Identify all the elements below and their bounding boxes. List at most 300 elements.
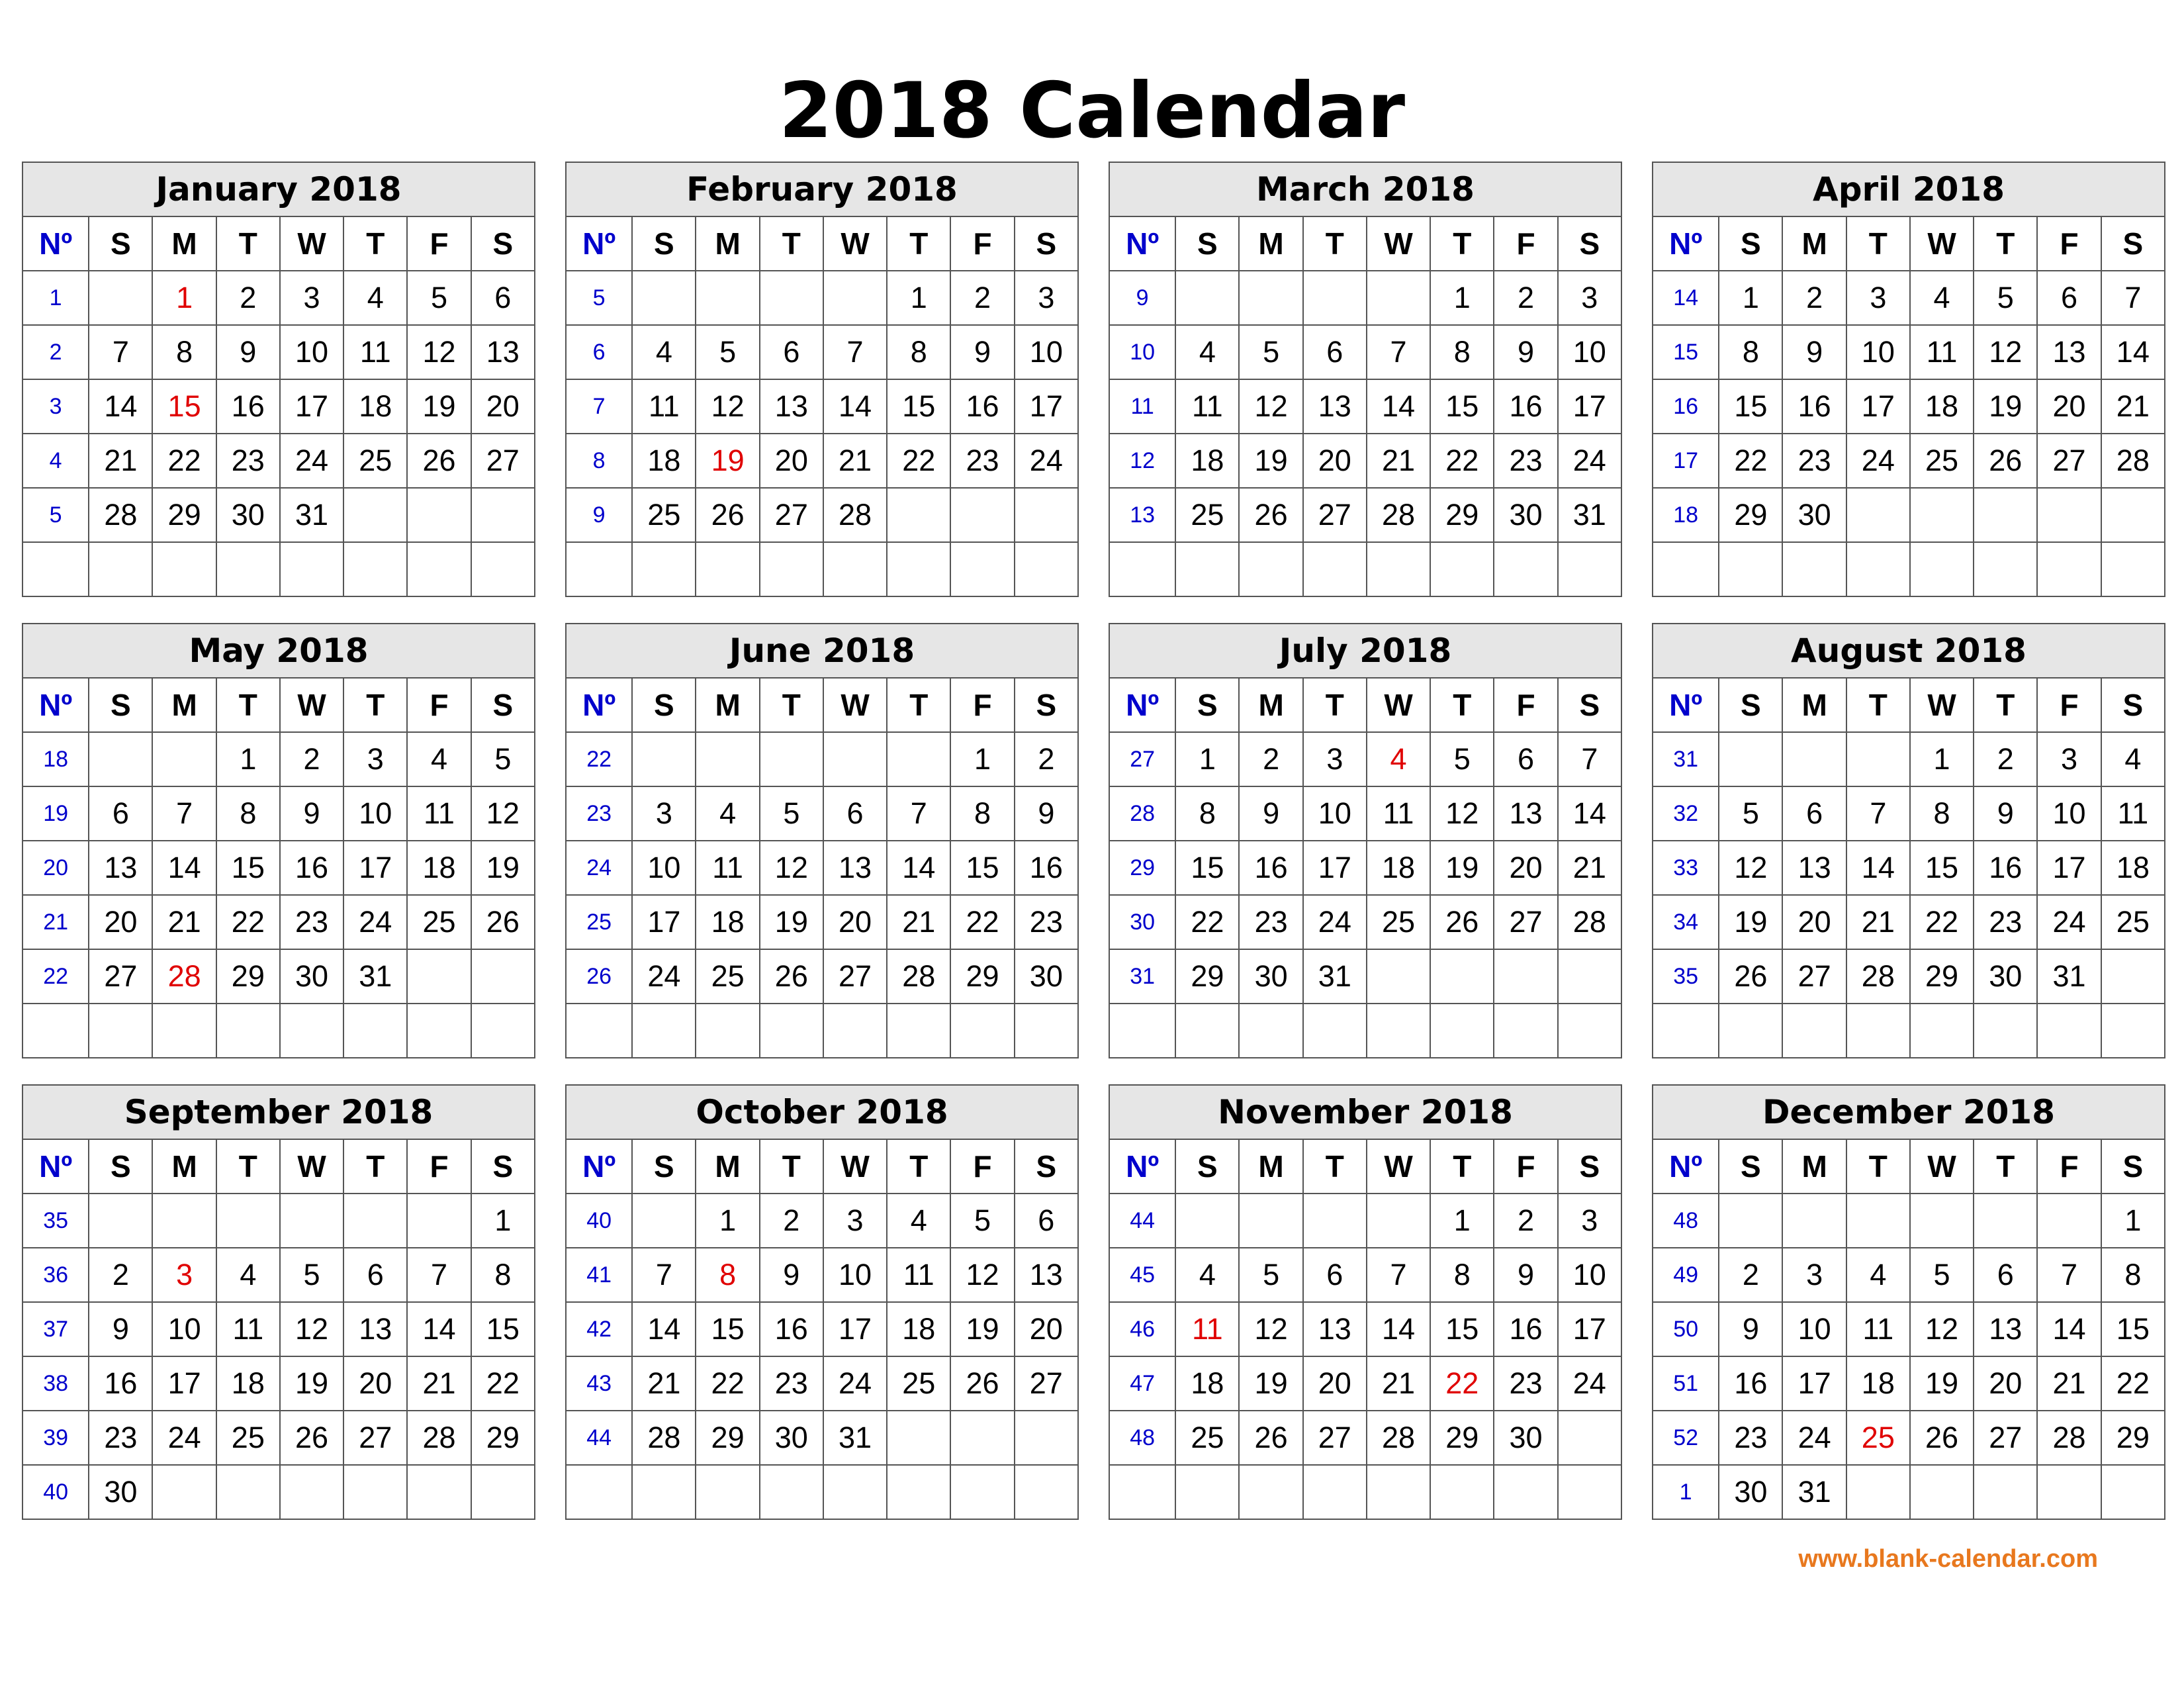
website-link[interactable]: www.blank-calendar.com xyxy=(1798,1545,2098,1573)
week-number-header: Nº xyxy=(1109,216,1175,271)
week-number: 48 xyxy=(1109,1411,1175,1465)
day-cell xyxy=(950,1411,1014,1465)
week-row xyxy=(566,1465,1078,1519)
day-cell xyxy=(1303,542,1367,596)
day-cell: 4 xyxy=(1367,732,1430,786)
day-cell xyxy=(1175,1194,1239,1248)
day-cell: 11 xyxy=(887,1248,950,1302)
day-cell: 18 xyxy=(2101,841,2165,895)
day-cell: 17 xyxy=(152,1356,216,1411)
day-cell: 9 xyxy=(1494,1248,1557,1302)
day-cell: 3 xyxy=(1303,732,1367,786)
week-number: 4 xyxy=(23,434,89,488)
day-cell xyxy=(1910,1194,1974,1248)
day-cell xyxy=(89,1004,152,1058)
day-cell: 11 xyxy=(407,786,471,841)
week-row xyxy=(566,1356,1078,1411)
day-cell: 13 xyxy=(823,841,887,895)
day-cell: 15 xyxy=(1430,379,1494,434)
day-cell xyxy=(1974,542,2037,596)
weekday-header: F xyxy=(2037,1139,2101,1194)
week-row xyxy=(566,1248,1078,1302)
day-cell: 8 xyxy=(216,786,280,841)
week-row xyxy=(1109,1356,1621,1411)
day-cell: 3 xyxy=(152,1248,216,1302)
week-row xyxy=(1109,1465,1621,1519)
day-cell: 23 xyxy=(216,434,280,488)
month-calendar xyxy=(1652,162,2165,592)
day-cell: 12 xyxy=(1239,379,1302,434)
day-cell: 16 xyxy=(760,1302,823,1356)
weekday-header: T xyxy=(1974,678,2037,732)
weekday-header: S xyxy=(2101,678,2165,732)
weekday-header: T xyxy=(343,678,407,732)
day-cell: 30 xyxy=(1719,1465,1782,1519)
day-cell xyxy=(471,949,535,1004)
day-cell: 27 xyxy=(2037,434,2101,488)
week-row xyxy=(566,434,1078,488)
week-row xyxy=(1109,841,1621,895)
day-cell xyxy=(2037,1194,2101,1248)
day-cell: 28 xyxy=(1846,949,1910,1004)
day-cell: 12 xyxy=(471,786,535,841)
day-cell: 12 xyxy=(1239,1302,1302,1356)
weekday-header: S xyxy=(89,1139,152,1194)
day-cell: 7 xyxy=(823,325,887,379)
day-cell: 28 xyxy=(1367,1411,1430,1465)
day-cell xyxy=(950,542,1014,596)
day-cell: 5 xyxy=(471,732,535,786)
month-table xyxy=(1652,1084,2165,1520)
day-cell: 2 xyxy=(216,271,280,325)
weekday-header: T xyxy=(1303,1139,1367,1194)
day-cell: 13 xyxy=(1303,379,1367,434)
day-cell xyxy=(343,542,407,596)
day-cell: 7 xyxy=(2101,271,2165,325)
week-row xyxy=(23,434,535,488)
day-cell: 19 xyxy=(407,379,471,434)
day-cell: 17 xyxy=(2037,841,2101,895)
day-cell: 16 xyxy=(216,379,280,434)
week-number: 41 xyxy=(566,1248,632,1302)
day-cell: 11 xyxy=(343,325,407,379)
day-cell: 17 xyxy=(823,1302,887,1356)
day-cell: 3 xyxy=(632,786,696,841)
day-cell xyxy=(1239,1194,1302,1248)
weekday-header: T xyxy=(887,1139,950,1194)
day-cell xyxy=(696,1465,759,1519)
day-cell xyxy=(152,732,216,786)
day-cell: 31 xyxy=(343,949,407,1004)
day-cell: 28 xyxy=(1367,488,1430,542)
day-cell: 12 xyxy=(1974,325,2037,379)
week-number: 18 xyxy=(23,732,89,786)
day-cell xyxy=(1910,1004,1974,1058)
day-cell: 26 xyxy=(407,434,471,488)
week-row xyxy=(23,542,535,596)
day-cell: 7 xyxy=(1846,786,1910,841)
day-cell xyxy=(632,1194,696,1248)
day-cell: 26 xyxy=(760,949,823,1004)
day-cell xyxy=(1494,949,1557,1004)
day-cell: 27 xyxy=(760,488,823,542)
day-cell: 24 xyxy=(343,895,407,949)
day-cell xyxy=(89,732,152,786)
week-row xyxy=(23,786,535,841)
day-cell: 8 xyxy=(696,1248,759,1302)
day-cell: 9 xyxy=(280,786,343,841)
day-cell: 25 xyxy=(2101,895,2165,949)
day-cell: 2 xyxy=(950,271,1014,325)
day-cell: 26 xyxy=(1239,1411,1302,1465)
day-cell: 10 xyxy=(2037,786,2101,841)
day-cell xyxy=(1175,1004,1239,1058)
week-row xyxy=(1653,1302,2165,1356)
week-number: 52 xyxy=(1653,1411,1719,1465)
day-cell xyxy=(1846,732,1910,786)
week-number: 30 xyxy=(1109,895,1175,949)
day-cell: 25 xyxy=(1175,1411,1239,1465)
week-number xyxy=(566,542,632,596)
day-cell: 2 xyxy=(1719,1248,1782,1302)
day-cell: 1 xyxy=(1175,732,1239,786)
day-cell xyxy=(1303,1004,1367,1058)
day-cell: 25 xyxy=(343,434,407,488)
day-cell: 12 xyxy=(760,841,823,895)
week-number: 9 xyxy=(1109,271,1175,325)
day-cell xyxy=(2101,1465,2165,1519)
day-cell xyxy=(152,542,216,596)
week-row xyxy=(23,325,535,379)
week-row xyxy=(1109,786,1621,841)
day-cell: 25 xyxy=(1846,1411,1910,1465)
day-cell: 27 xyxy=(343,1411,407,1465)
day-cell xyxy=(1430,949,1494,1004)
week-number: 44 xyxy=(566,1411,632,1465)
day-cell xyxy=(632,1004,696,1058)
day-cell: 23 xyxy=(1239,895,1302,949)
week-row xyxy=(566,841,1078,895)
day-cell: 27 xyxy=(1303,488,1367,542)
day-cell: 20 xyxy=(343,1356,407,1411)
weekday-header: W xyxy=(1367,216,1430,271)
weekday-header: T xyxy=(1846,1139,1910,1194)
weekday-header: W xyxy=(823,216,887,271)
month-calendar xyxy=(1109,623,1622,1053)
day-cell xyxy=(407,1004,471,1058)
day-cell xyxy=(1719,732,1782,786)
week-row xyxy=(1109,542,1621,596)
day-cell: 24 xyxy=(1303,895,1367,949)
day-cell xyxy=(89,542,152,596)
week-number: 34 xyxy=(1653,895,1719,949)
day-cell xyxy=(407,1194,471,1248)
day-cell: 30 xyxy=(1782,488,1846,542)
day-cell xyxy=(280,1194,343,1248)
day-cell: 24 xyxy=(1558,1356,1621,1411)
week-number: 13 xyxy=(1109,488,1175,542)
day-cell xyxy=(2101,1004,2165,1058)
day-cell xyxy=(632,542,696,596)
day-cell: 20 xyxy=(1782,895,1846,949)
weekday-header: F xyxy=(950,1139,1014,1194)
month-table xyxy=(22,162,535,597)
day-cell: 21 xyxy=(152,895,216,949)
day-cell: 18 xyxy=(343,379,407,434)
weekday-header: W xyxy=(1367,678,1430,732)
day-cell xyxy=(950,1465,1014,1519)
weekday-header: M xyxy=(152,1139,216,1194)
weekday-header: S xyxy=(1719,216,1782,271)
day-cell: 9 xyxy=(216,325,280,379)
page-title: 2018 Calendar xyxy=(778,66,1406,156)
day-cell xyxy=(2037,488,2101,542)
day-cell: 3 xyxy=(1782,1248,1846,1302)
week-number: 29 xyxy=(1109,841,1175,895)
day-cell: 15 xyxy=(1430,1302,1494,1356)
day-cell xyxy=(1846,488,1910,542)
day-cell: 18 xyxy=(407,841,471,895)
month-calendar xyxy=(1109,162,1622,592)
day-cell xyxy=(407,949,471,1004)
weekday-header: F xyxy=(1494,678,1557,732)
day-cell: 4 xyxy=(1910,271,1974,325)
day-cell xyxy=(950,488,1014,542)
week-row xyxy=(1109,325,1621,379)
day-cell: 29 xyxy=(950,949,1014,1004)
day-cell: 28 xyxy=(152,949,216,1004)
day-cell: 11 xyxy=(216,1302,280,1356)
day-cell: 11 xyxy=(1367,786,1430,841)
day-cell: 6 xyxy=(1974,1248,2037,1302)
day-cell: 30 xyxy=(216,488,280,542)
day-cell: 4 xyxy=(1175,325,1239,379)
week-row xyxy=(1653,1411,2165,1465)
day-cell: 26 xyxy=(280,1411,343,1465)
month-title: February 2018 xyxy=(566,162,1078,216)
day-cell: 4 xyxy=(407,732,471,786)
day-cell: 20 xyxy=(2037,379,2101,434)
week-row xyxy=(1653,379,2165,434)
weekday-header: M xyxy=(696,1139,759,1194)
day-cell: 20 xyxy=(1974,1356,2037,1411)
day-cell xyxy=(280,1465,343,1519)
day-cell: 16 xyxy=(1239,841,1302,895)
day-cell: 8 xyxy=(471,1248,535,1302)
day-cell: 23 xyxy=(950,434,1014,488)
day-cell: 22 xyxy=(887,434,950,488)
day-cell: 2 xyxy=(89,1248,152,1302)
week-row xyxy=(1109,379,1621,434)
day-cell: 17 xyxy=(1015,379,1078,434)
day-cell: 12 xyxy=(1910,1302,1974,1356)
weekday-header: M xyxy=(696,678,759,732)
day-cell: 19 xyxy=(760,895,823,949)
day-cell: 18 xyxy=(887,1302,950,1356)
day-cell: 25 xyxy=(216,1411,280,1465)
week-row xyxy=(1653,786,2165,841)
day-cell: 20 xyxy=(1494,841,1557,895)
day-cell: 9 xyxy=(1015,786,1078,841)
day-cell: 23 xyxy=(1015,895,1078,949)
day-cell: 31 xyxy=(1782,1465,1846,1519)
day-cell: 25 xyxy=(1367,895,1430,949)
week-number: 40 xyxy=(23,1465,89,1519)
day-cell: 15 xyxy=(1175,841,1239,895)
day-cell: 16 xyxy=(280,841,343,895)
week-number xyxy=(23,542,89,596)
day-cell: 18 xyxy=(1846,1356,1910,1411)
day-cell: 13 xyxy=(1015,1248,1078,1302)
day-cell xyxy=(1367,1465,1430,1519)
weekday-header: S xyxy=(1558,1139,1621,1194)
weekday-header: S xyxy=(632,678,696,732)
day-cell xyxy=(1239,1004,1302,1058)
day-cell: 5 xyxy=(1239,1248,1302,1302)
day-cell: 10 xyxy=(280,325,343,379)
day-cell xyxy=(343,488,407,542)
month-title: November 2018 xyxy=(1109,1085,1621,1139)
day-cell: 8 xyxy=(887,325,950,379)
day-cell: 13 xyxy=(1303,1302,1367,1356)
week-number: 31 xyxy=(1109,949,1175,1004)
day-cell: 30 xyxy=(280,949,343,1004)
day-cell xyxy=(152,1194,216,1248)
day-cell: 24 xyxy=(632,949,696,1004)
day-cell xyxy=(89,271,152,325)
week-row xyxy=(1109,895,1621,949)
day-cell: 8 xyxy=(1175,786,1239,841)
day-cell: 10 xyxy=(1015,325,1078,379)
day-cell: 18 xyxy=(1910,379,1974,434)
week-number-header: Nº xyxy=(566,678,632,732)
week-row xyxy=(1109,949,1621,1004)
week-number xyxy=(566,1004,632,1058)
weekday-header: T xyxy=(887,216,950,271)
week-number-header: Nº xyxy=(566,1139,632,1194)
week-row xyxy=(23,271,535,325)
day-cell: 2 xyxy=(280,732,343,786)
day-cell xyxy=(1782,732,1846,786)
month-table xyxy=(1109,162,1622,597)
day-cell xyxy=(1782,542,1846,596)
day-cell: 29 xyxy=(1430,1411,1494,1465)
day-cell: 24 xyxy=(1015,434,1078,488)
day-cell xyxy=(2101,542,2165,596)
day-cell: 15 xyxy=(216,841,280,895)
day-cell: 15 xyxy=(1719,379,1782,434)
day-cell: 26 xyxy=(696,488,759,542)
day-cell: 26 xyxy=(471,895,535,949)
day-cell: 10 xyxy=(823,1248,887,1302)
weekday-header: T xyxy=(216,678,280,732)
day-cell: 20 xyxy=(89,895,152,949)
week-row xyxy=(1109,1302,1621,1356)
day-cell: 11 xyxy=(632,379,696,434)
week-row xyxy=(1109,732,1621,786)
day-cell: 21 xyxy=(887,895,950,949)
day-cell: 9 xyxy=(950,325,1014,379)
day-cell xyxy=(1974,1465,2037,1519)
calendar-grid xyxy=(22,162,2166,1515)
week-number xyxy=(1109,1465,1175,1519)
week-number xyxy=(23,1004,89,1058)
weekday-header: W xyxy=(1910,216,1974,271)
day-cell: 25 xyxy=(887,1356,950,1411)
day-cell: 4 xyxy=(2101,732,2165,786)
day-cell xyxy=(1367,1004,1430,1058)
day-cell: 28 xyxy=(632,1411,696,1465)
day-cell xyxy=(632,732,696,786)
day-cell: 3 xyxy=(343,732,407,786)
day-cell xyxy=(471,488,535,542)
day-cell xyxy=(1175,542,1239,596)
weekday-header: M xyxy=(1239,1139,1302,1194)
day-cell xyxy=(632,271,696,325)
day-cell: 18 xyxy=(1175,1356,1239,1411)
day-cell xyxy=(1558,949,1621,1004)
day-cell: 13 xyxy=(1494,786,1557,841)
day-cell: 19 xyxy=(1719,895,1782,949)
weekday-header: T xyxy=(1846,678,1910,732)
day-cell: 14 xyxy=(1367,379,1430,434)
day-cell: 21 xyxy=(632,1356,696,1411)
month-calendar xyxy=(1652,623,2165,1053)
week-row xyxy=(1653,1465,2165,1519)
day-cell xyxy=(280,542,343,596)
day-cell: 27 xyxy=(1974,1411,2037,1465)
weekday-header: F xyxy=(1494,216,1557,271)
week-number: 35 xyxy=(1653,949,1719,1004)
day-cell: 23 xyxy=(1494,434,1557,488)
weekday-header: W xyxy=(1367,1139,1430,1194)
week-row xyxy=(1109,271,1621,325)
week-number: 47 xyxy=(1109,1356,1175,1411)
day-cell: 13 xyxy=(1974,1302,2037,1356)
day-cell: 17 xyxy=(1782,1356,1846,1411)
month-table xyxy=(1652,162,2165,597)
day-cell: 1 xyxy=(1430,271,1494,325)
day-cell: 17 xyxy=(343,841,407,895)
weekday-header: S xyxy=(1175,1139,1239,1194)
day-cell: 18 xyxy=(216,1356,280,1411)
weekday-header: T xyxy=(1430,678,1494,732)
day-cell: 10 xyxy=(1558,325,1621,379)
day-cell: 16 xyxy=(1974,841,2037,895)
week-number xyxy=(1653,542,1719,596)
day-cell: 4 xyxy=(887,1194,950,1248)
day-cell xyxy=(1558,542,1621,596)
day-cell xyxy=(1719,1194,1782,1248)
day-cell xyxy=(823,1465,887,1519)
week-row xyxy=(1653,325,2165,379)
month-table xyxy=(565,162,1079,597)
day-cell: 20 xyxy=(1303,1356,1367,1411)
day-cell: 12 xyxy=(950,1248,1014,1302)
day-cell: 1 xyxy=(471,1194,535,1248)
day-cell: 2 xyxy=(760,1194,823,1248)
month-table xyxy=(1109,623,1622,1058)
week-row xyxy=(1109,1411,1621,1465)
day-cell: 13 xyxy=(2037,325,2101,379)
day-cell: 24 xyxy=(1846,434,1910,488)
day-cell: 7 xyxy=(632,1248,696,1302)
week-row xyxy=(23,1004,535,1058)
day-cell: 29 xyxy=(152,488,216,542)
week-number: 19 xyxy=(23,786,89,841)
day-cell: 8 xyxy=(950,786,1014,841)
week-row xyxy=(566,1302,1078,1356)
